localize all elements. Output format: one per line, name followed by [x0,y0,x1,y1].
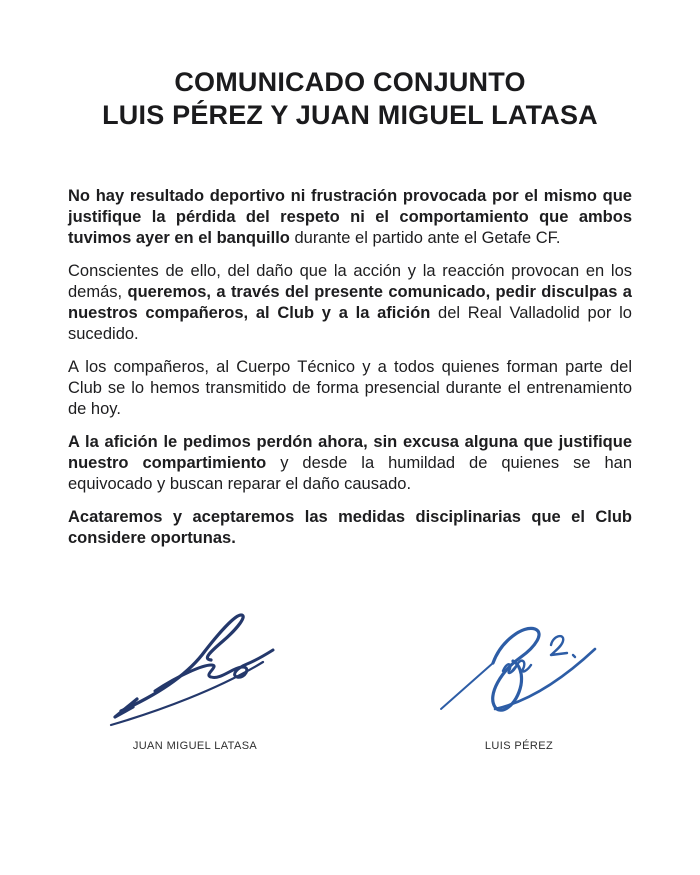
signature-row [68,607,632,752]
signature-latasa-ink [109,607,281,735]
signature-block-perez [378,607,660,752]
regular-text-segment: del Real Valladolid por lo sucedido. [68,304,632,343]
signature-latasa-art [109,607,281,735]
signature-label-latasa: JUAN MIGUEL LATASA [132,740,258,752]
paragraph-4 [68,432,632,495]
paragraph-2 [68,261,632,345]
signature-perez-art [439,607,599,735]
regular-text-segment: Conscientes de ello, del daño que la acción y la reacción provocan en los demás, [68,262,632,301]
bold-text-segment: queremos, a través del presente comunicado, pedir disculpas a nuestros compañeros, al Club y a la afición [68,283,632,322]
title-line-1: COMUNICADO CONJUNTO [174,67,526,97]
bold-text-segment: A la afición le pedimos perdón ahora, sin excusa alguna que justifique nuestro compartimiento [68,433,632,472]
page-title [68,66,632,132]
regular-text-segment: A los compañeros, al Cuerpo Técnico y a todos quienes forman parte del Club se lo hemos transmitido de forma presencial durante el entrenamiento de hoy. [68,358,632,418]
signature-label-perez: LUIS PÉREZ [484,740,554,752]
regular-text-segment: durante el partido ante el Getafe CF. [289,229,561,247]
paragraph-5 [68,507,632,549]
document-body [68,186,632,549]
title-line-2: LUIS PÉREZ Y JUAN MIGUEL LATASA [102,100,598,130]
bold-text-segment: Acataremos y aceptaremos las medidas disciplinarias que el Club considere oportunas. [68,508,632,547]
regular-text-segment: y desde la humildad de quienes se han equivocado y buscan reparar el daño causado. [68,454,632,493]
paragraph-1 [68,186,632,249]
paragraph-3 [68,357,632,420]
signature-block-latasa [54,607,336,752]
signature-perez-ink [439,617,599,719]
bold-text-segment: No hay resultado deportivo ni frustración provocada por el mismo que justifique la pérdida del respeto ni el comportamiento que ambos tuvimos ayer en el banquillo [68,187,632,247]
